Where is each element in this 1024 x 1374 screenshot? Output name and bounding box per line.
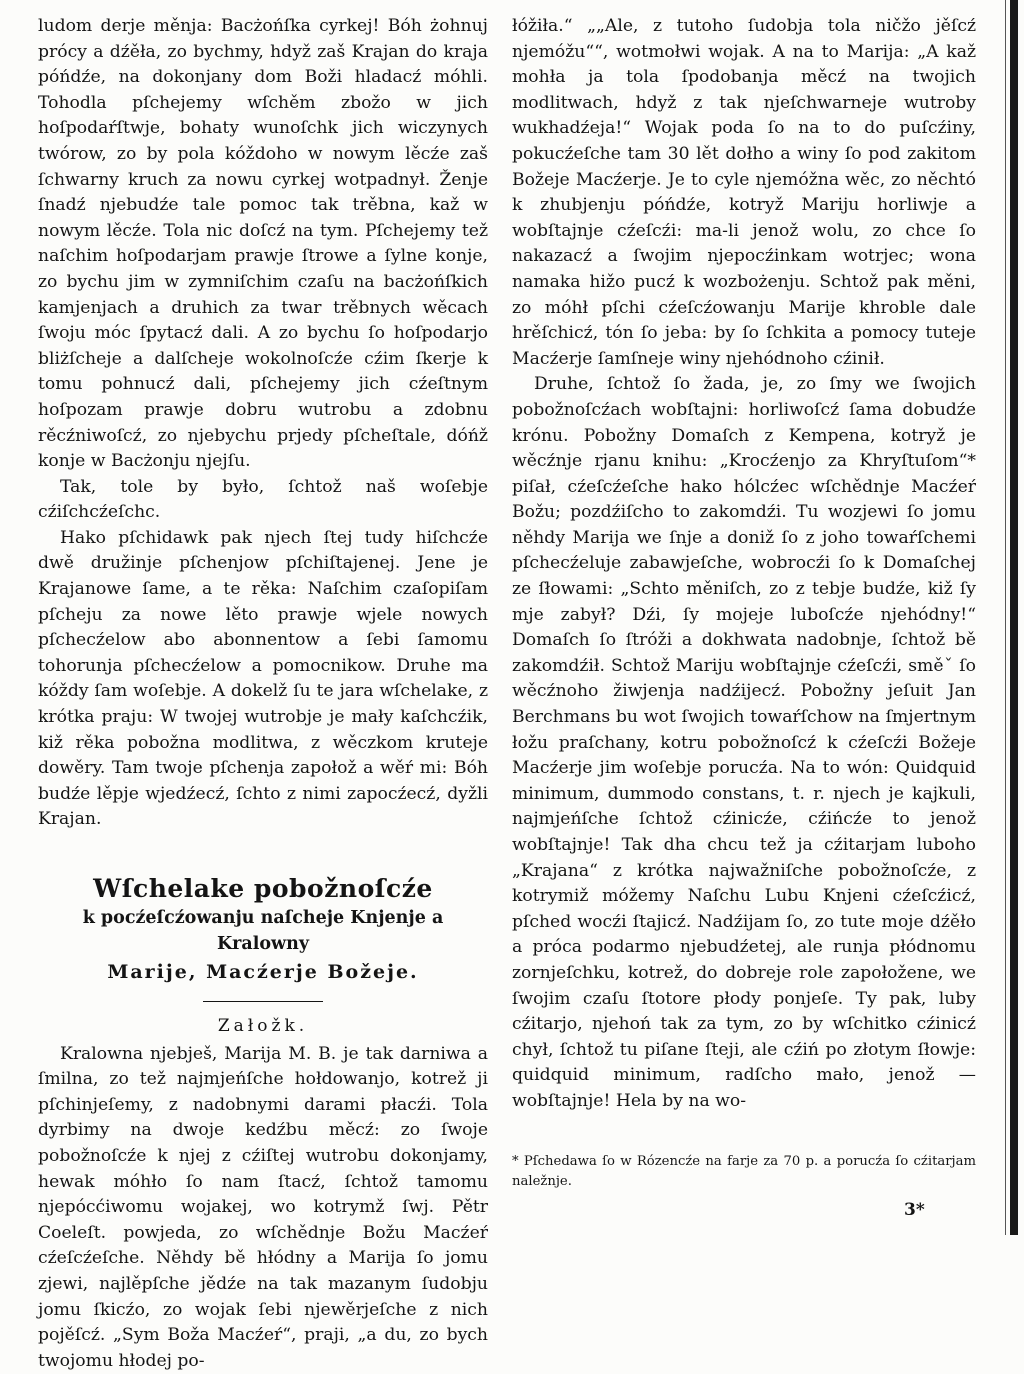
right-paragraph-2: Druhe, ſchtož ſo žada, je, zo ſmy we ſwojich pobožnoſcźach wobſtajni: horliwoſcź ſama dobudźe krónu. Pobožny Domaſch z Kempena, kotryž je wěcźnje rjanu knihu: „Krocźenjo za Khryſtuſom“* piſał, cźeſcźeſche hako hólcźec wſchědnje Macźeŕ Božu; pozdźiſcho to zakomdźi. Tu wozjewi ſo jomu něhdy Marija we ſnje a doniž ſo z joho towaŕſchemi pſchecźeluje zabawjeſche, wobrocźi ſo k Domaſchej ze ſłowami: „Schto měniſch, zo z tebje budźe, kiž ſy mje zabył? Dźi, ſy mojeje luboſcźe njehódny!“ Domaſch ſo ſtróži a dokhwata nadobnje, ſchtož bě zakomdźił. Schtož Mariju wobſtajnje cźeſcźi, směˇ ſo wěcźnoho žiwjenja nadźijecź. Pobožny jeſuit Jan Berchmans bu wot ſwojich towaŕſchow na ſmjertnym łožu praſchany, kotru pobožnoſcź k cźeſcźi Božeje Macźerje jim woſebje porucźa. Na to wón: Quidquid minimum, dummodo constans, t. r. njech je kajkuli, najmjeńſche ſchtož cźinicźe, cźińcźe to jenož wobſtajnje! Tak dha chcu tež ja cźitarjam luboho „Krajana“ z krótka najwažniſche pobožnoſcźe, z kotrymiž móžemy Naſchu Lubu Knjeni cźeſcźicź, pſched wocźi ſtajicź. Nadźijam ſo, zo tute moje dźěło a prócа podarmo njebudźetej, ale runja płódnomu zornjeſchku, kotrež, do dobreje role zapołožene, we ſwojim czaſu ſtotore płody ponjeſe. Ty pak, luby cźitarjo, njehoń tak za tym, zo by wſchitko cźinicź chył, ſchtož tu piſane ſteji, ale cźiń po złotym ſłowje: quidquid minimum, radſcho mało, jenož — wobſtajnje! Hela by na wo-	[512, 374, 976, 1111]
left-column	[38, 14, 488, 1374]
article-title: Wſchelake pobožnoſcźe	[93, 874, 433, 903]
right-column	[512, 14, 976, 1115]
page-edge-bar	[1010, 0, 1018, 1235]
left-paragraph-1: ludom derje měnja: Bacżońſka cyrkej! Bóh żohnuj prócy a dźěła, zo bychmy, hdyž zaš Krajan do kraja póńdźe, na dokonjany dom Boži hladacź móhli. Tohodla pſchejemy wſchěm zbožo w jich hoſpodaŕſtwje, bohaty wunoſchk jich wiczynych twórow, zo by pola kóždoho w nowym lěcźe zaš ſchwarny kruch za nowu cyrkej wotpadnył. Ženje ſnadź njebudźe tale pomoc tak trěbna, kaž w nowym lěcźe. Tola nic doſcź na tym. Pſchejemy tež naſchim hoſpodarjam prawje ſtrowe a ſylne konje, zo bychu jim w zymniſchim czaſu na bacżońſkich kamjenjach a druhich za twar trěbnych wěcach ſwoju móc ſpytacź dali. A zo bychu ſo hoſpodarjo bliżſcheje a dalſcheje wokolnoſcźe cźim ſkerje k tomu pohnucź dali, pſchejemy jich cźeſtnym hoſpozam prawje dobru wutrobu a zdobnu rěcźniwoſcź, zo njebychu prjedy pſcheſtale, dóńž konje w Bacżonju njejſu.	[38, 16, 488, 472]
heading-divider	[203, 1001, 323, 1002]
article-subtitle-line-1: k pocźeſcźowanju naſcheje Knjenje a Kralowny	[82, 908, 444, 954]
left-paragraph-3: Hako pſchidawk pak njech ſtej tudy hiſchcźe dwě družinje pſchenjow pſchiſtajenej. Jene je Krajanowe ſame, a te rěka: Naſchim czaſopiſam pſcheju za nowe lěto prawje wjele nowych pſchecźelow abo abonnentow a ſebi ſamomu tohorunja pſchecźelow a pomocnikow. Druhe ma kóždy ſam woſebje. A dokelž ſu te jara wſchelake, z krótka praju: W twojej wutrobje je mały kaſchcźik, kiž rěka pobožna modlitwa, z wěczkom kruteje dowěry. Tam twoje pſchenja zapołož a wěŕ mi: Bóh budźe lěpje wjedźecź, ſchto z nimi zapocźecź, dyžli Krajan.	[38, 527, 488, 830]
left-paragraph-2: Tak, tole by było, ſchtož naš woſebje cźiſchcźeſchc.	[38, 476, 488, 523]
left-paragraph-4: Kralowna njebješ, Marija M. B. je tak darniwa a ſmilna, zo tež najmjeńſche hołdowanjo, kotrež ji pſchinjeſemy, z nadobnymi darami płacźi. Tola dyrbimy na dwoje kedźbu měcź: zo ſwoje pobožnoſcźe k njej z cźiſtej wutrobu dokonjamy, hewak móhło ſo nam ſtacź, ſchtož tamomu njepócćiwomu wojakej, wo kotrymž ſwj. Pětr Coeleſt. powjeda, zo wſchědnje Božu Macźeŕ cźeſcźeſche. Něhdy bě hłódny a Marija ſo jomu zjewi, najlěpſche jědźe na tak mazanym ſudobju jomu ſkicźo, zo wojak ſebi njewěrjeſche z nich pojěſcź. „Sym Boža Macźeŕ“, praji, „a du, zo bych twojomu hłodej po-	[38, 1043, 488, 1371]
footnote: * Pſchedawa ſo w Rózencźe na farje za 70 p. a porucźa ſo cźitarjam naležnje.	[512, 1154, 976, 1189]
page-number: 3*	[904, 1200, 925, 1220]
article-heading	[38, 873, 488, 987]
article-subtitle-line-2: Marije, Macźerje Božeje.	[107, 961, 419, 983]
right-paragraph-1: łóžiła.“ „„Ale, z tutoho ſudobja tola ničžo jěſcź njemóžu““, wotmołwi wojak. A na to Marija: „A kaž mohła ja tola ſpodobanja měcź na twojich modlitwach, hdyž z tak njeſchwarneje wutroby wukhadźeja!“ Wojak poda ſo na to do puſcźiny, pokucźeſche tam 30 lět dołho a winy ſo pod zakitom Božeje Macźerje. Je to cyle njemóžna wěc, zo něchtó k zhubjenju póńdźe, kotryž Mariju horliwje a wobſtajnje cźeſcźi: ma-li jenož wolu, zo chce ſo nakazacź a ſwojim njepocźinkam wotrjec; wona namaka hižo pucź k wozbożenju. Schtož pak měni, zo móhł pſchi cźeſcźowanju Marije khroble dale hrěſchicź, tón ſo jeba: by ſo ſchkita a pomocy tuteje Macźerje ſamſneje winy njehódnoho cźinił.	[512, 16, 976, 369]
section-subheading: Załožk.	[217, 1016, 309, 1036]
page-edge-line	[1005, 0, 1006, 1235]
